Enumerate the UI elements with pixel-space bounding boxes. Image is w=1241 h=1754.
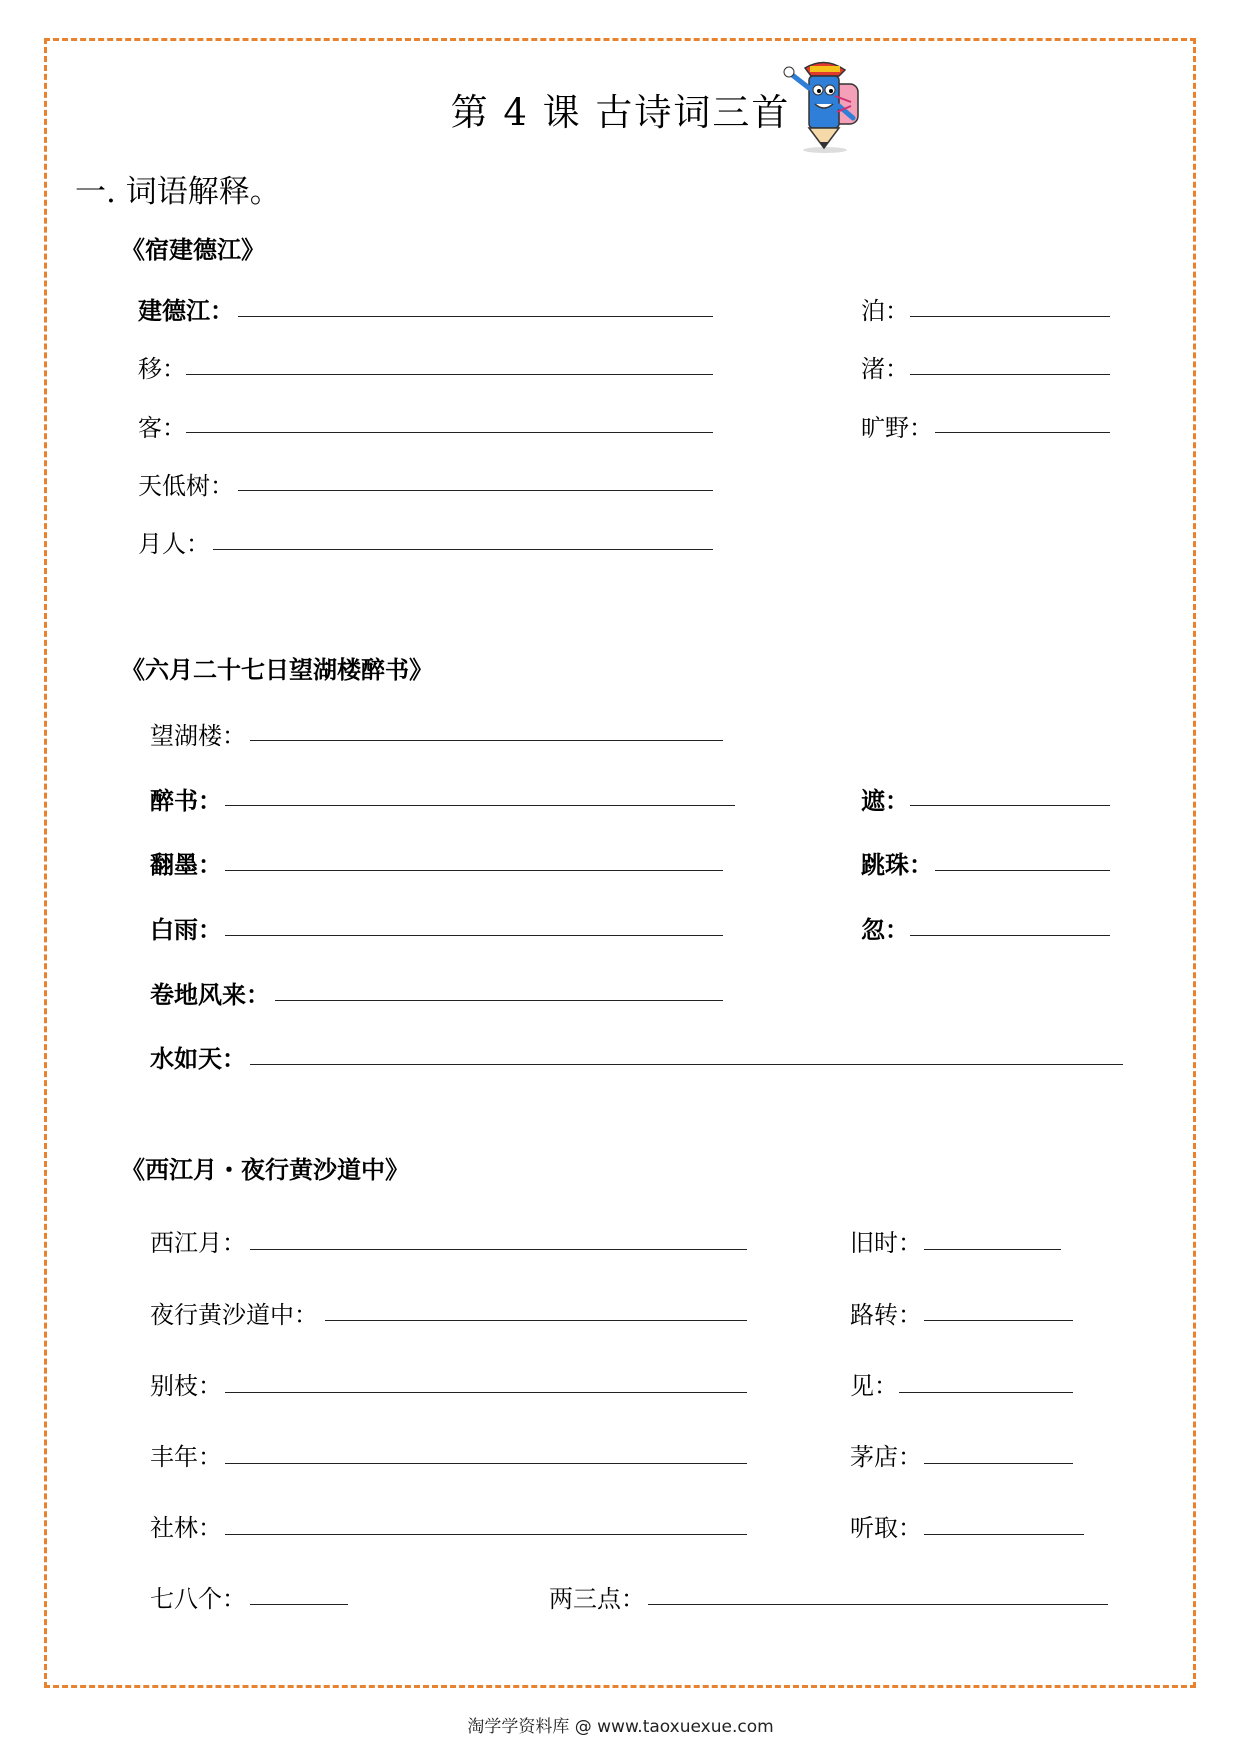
answer-line[interactable] (275, 1000, 723, 1001)
poem-title-1: 《宿建德江》 (121, 235, 265, 264)
answer-line[interactable] (325, 1320, 747, 1321)
poem-title-3: 《西江月・夜行黄沙道中》 (121, 1155, 409, 1184)
answer-line[interactable] (924, 1320, 1073, 1321)
term-label: 夜行黄沙道中： (150, 1301, 318, 1329)
answer-line[interactable] (935, 870, 1110, 871)
answer-line[interactable] (238, 316, 713, 317)
term-label: 社林： (150, 1514, 222, 1542)
term-label: 泊： (861, 297, 909, 325)
term-label: 丰年： (150, 1443, 222, 1471)
answer-line[interactable] (910, 374, 1110, 375)
answer-line[interactable] (935, 432, 1110, 433)
answer-line[interactable] (250, 1249, 747, 1250)
term-label: 见： (850, 1372, 898, 1400)
term-label: 路转： (850, 1301, 922, 1329)
answer-line[interactable] (250, 1604, 348, 1605)
term-label: 旷野： (861, 414, 933, 442)
answer-line[interactable] (225, 870, 723, 871)
footer-watermark: 淘学学资料库 @ www.taoxuexue.com (467, 1717, 774, 1737)
answer-line[interactable] (225, 1392, 747, 1393)
page-title: 第 4 课 古诗词三首 (450, 91, 791, 134)
answer-line[interactable] (238, 490, 713, 491)
answer-line[interactable] (225, 1534, 747, 1535)
answer-line[interactable] (924, 1534, 1084, 1535)
section-heading-word-explanation: 一. 词语解释。 (75, 174, 281, 210)
term-label: 水如天： (150, 1044, 246, 1073)
answer-line[interactable] (186, 432, 713, 433)
answer-line[interactable] (250, 740, 723, 741)
term-label: 两三点： (549, 1585, 645, 1613)
term-label: 翻墨： (150, 850, 222, 879)
answer-line[interactable] (910, 805, 1110, 806)
term-label: 建德江： (138, 296, 234, 325)
answer-line[interactable] (910, 935, 1110, 936)
term-label: 西江月： (150, 1229, 246, 1257)
term-label: 茅店： (850, 1443, 922, 1471)
term-label: 听取： (850, 1514, 922, 1542)
answer-line[interactable] (899, 1392, 1073, 1393)
term-label: 醉书： (150, 786, 222, 815)
term-label: 旧时： (850, 1229, 922, 1257)
answer-line[interactable] (225, 1463, 747, 1464)
answer-line[interactable] (648, 1604, 1108, 1605)
term-label: 忽： (861, 915, 909, 944)
term-label: 遮： (861, 786, 909, 815)
poem-title-2: 《六月二十七日望湖楼醉书》 (121, 655, 433, 684)
answer-line[interactable] (910, 316, 1110, 317)
term-label: 天低树： (138, 472, 234, 500)
answer-line[interactable] (225, 805, 735, 806)
answer-line[interactable] (225, 935, 723, 936)
term-label: 跳珠： (861, 850, 933, 879)
term-label: 月人： (138, 530, 210, 558)
pencil-mascot-icon (775, 56, 875, 156)
answer-line[interactable] (924, 1463, 1073, 1464)
answer-line[interactable] (213, 549, 713, 550)
term-label: 别枝： (150, 1372, 222, 1400)
term-label: 望湖楼： (150, 722, 246, 750)
answer-line[interactable] (250, 1064, 1123, 1065)
term-label: 卷地风来： (150, 980, 270, 1009)
answer-line[interactable] (186, 374, 713, 375)
term-label: 客： (138, 414, 186, 442)
term-label: 渚： (861, 355, 909, 383)
term-label: 白雨： (150, 915, 222, 944)
answer-line[interactable] (924, 1249, 1061, 1250)
term-label: 移： (138, 355, 186, 383)
term-label: 七八个： (150, 1585, 246, 1613)
